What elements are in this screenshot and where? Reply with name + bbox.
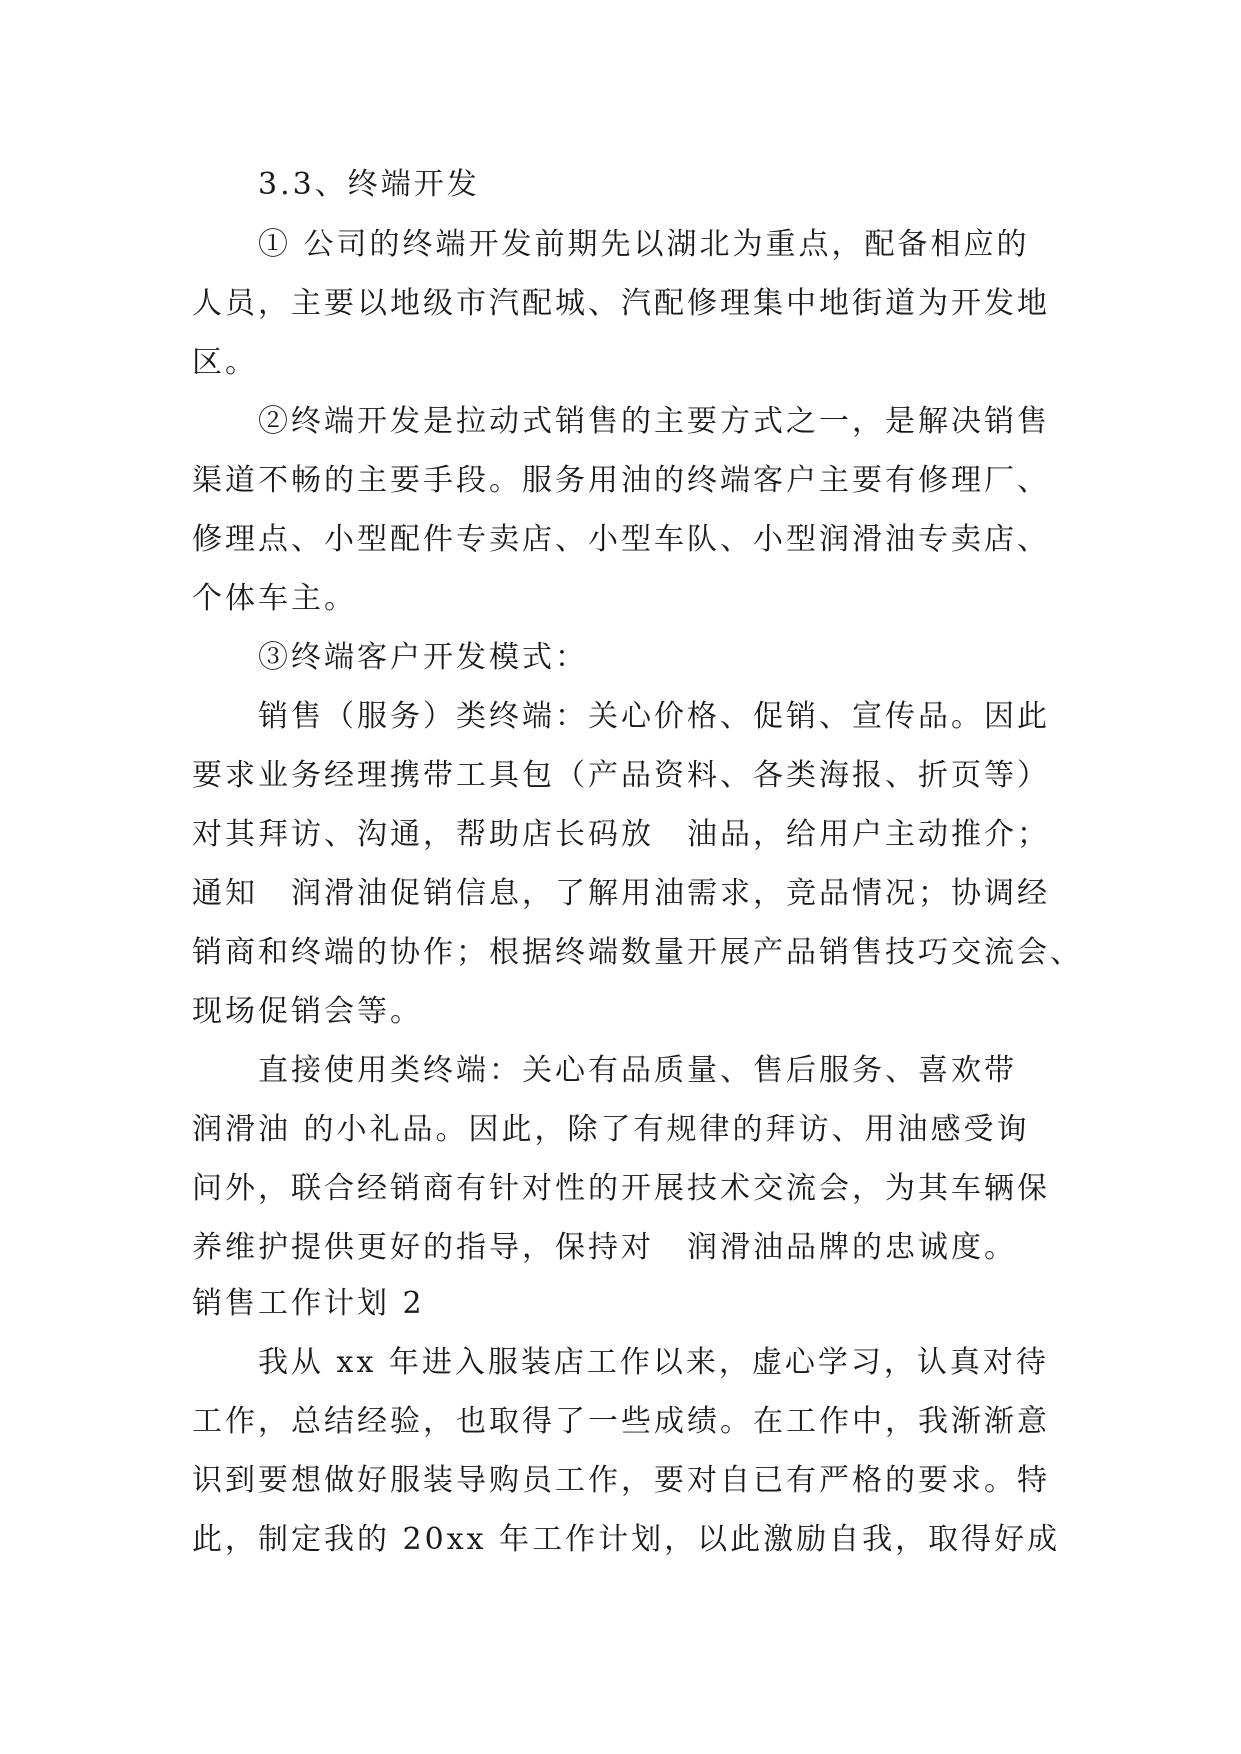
paragraph-line: 现场促销会等。 bbox=[192, 994, 423, 1029]
paragraph-line: 人员，主要以地级市汽配城、汽配修理集中地街道为开发地 bbox=[192, 286, 1050, 321]
paragraph-line: 此，制定我的 20xx 年工作计划，以此激励自我，取得好成 bbox=[192, 1522, 1061, 1557]
section-title: 销售工作计划 2 bbox=[192, 1286, 425, 1321]
paragraph-line: 工作，总结经验，也取得了一些成绩。在工作中，我渐渐意 bbox=[192, 1404, 1050, 1439]
paragraph-line: 问外，联合经销商有针对性的开展技术交流会，为其车辆保 bbox=[192, 1171, 1050, 1206]
paragraph-line: 区。 bbox=[192, 345, 258, 380]
paragraph-line: 识到要想做好服装导购员工作，要对自已有严格的要求。特 bbox=[192, 1463, 1050, 1498]
paragraph-line: 个体车主。 bbox=[192, 581, 357, 616]
paragraph-line: 通知 润滑油促销信息，了解用油需求，竞品情况；协调经 bbox=[192, 876, 1050, 911]
paragraph-line: 要求业务经理携带工具包（产品资料、各类海报、折页等） bbox=[192, 758, 1050, 793]
paragraph-line: ②终端开发是拉动式销售的主要方式之一，是解决销售 bbox=[258, 404, 1050, 439]
paragraph-line: 对其拜访、沟通，帮助店长码放 油品，给用户主动推介； bbox=[192, 817, 1050, 852]
section-heading: 3.3、终端开发 bbox=[258, 167, 480, 202]
paragraph-line: 修理点、小型配件专卖店、小型车队、小型润滑油专卖店、 bbox=[192, 522, 1050, 557]
paragraph-line: 直接使用类终端：关心有品质量、售后服务、喜欢带 bbox=[258, 1053, 1017, 1088]
paragraph-line: 养维护提供更好的指导，保持对 润滑油品牌的忠诚度。 bbox=[192, 1230, 1017, 1265]
paragraph-line: ③终端客户开发模式： bbox=[258, 640, 588, 675]
paragraph-line: 销售（服务）类终端：关心价格、促销、宣传品。因此 bbox=[258, 699, 1050, 734]
paragraph-line: 销商和终端的协作；根据终端数量开展产品销售技巧交流会、 bbox=[192, 935, 1083, 970]
paragraph-line: ① 公司的终端开发前期先以湖北为重点，配备相应的 bbox=[258, 227, 1030, 262]
paragraph-line: 我从 xx 年进入服装店工作以来，虚心学习，认真对待 bbox=[258, 1345, 1049, 1380]
paragraph-line: 润滑油 的小礼品。因此，除了有规律的拜访、用油感受询 bbox=[192, 1112, 1030, 1147]
paragraph-line: 渠道不畅的主要手段。服务用油的终端客户主要有修理厂、 bbox=[192, 463, 1050, 498]
